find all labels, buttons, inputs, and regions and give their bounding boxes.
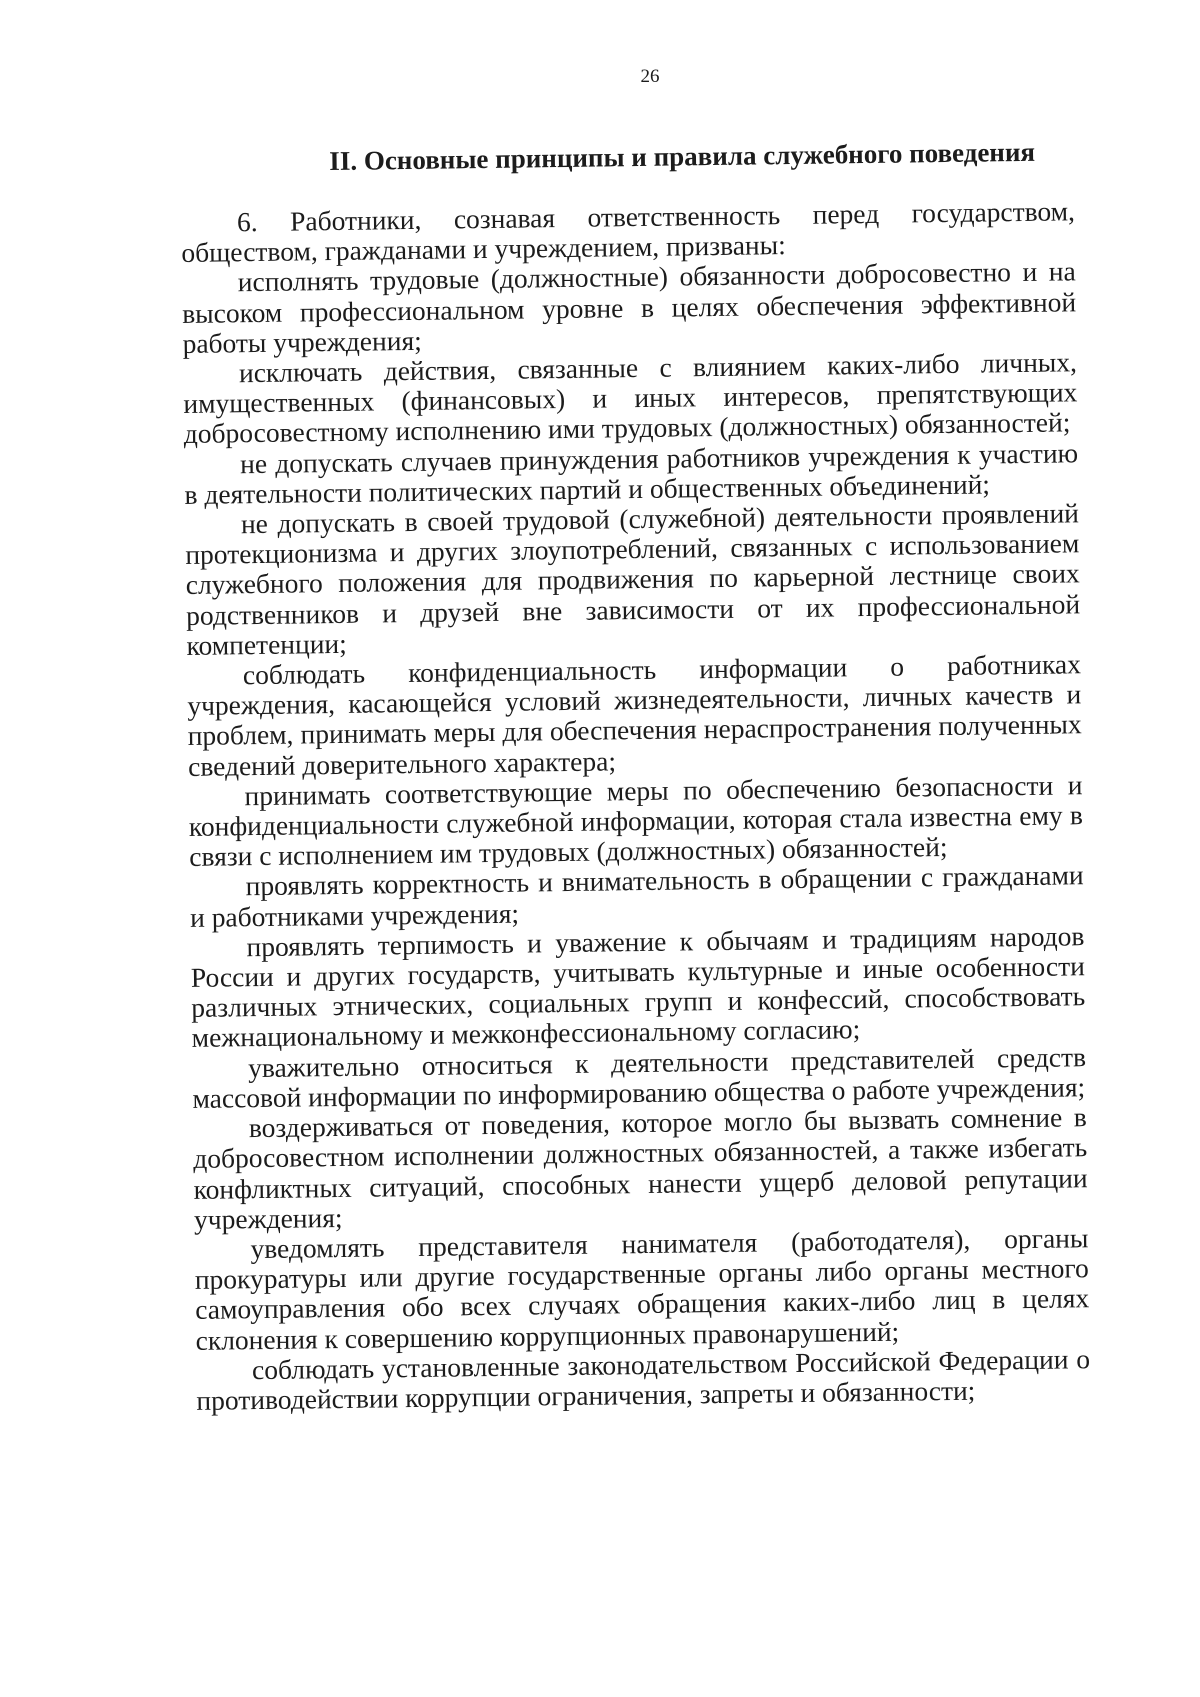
paragraph-intro: 6. Работники, сознавая ответственность перед государством, обществом, гражданами и учреждением, призваны: — [181, 195, 1076, 269]
paragraph-duty: исключать действия, связанные с влиянием каких-либо личных, имущественных (финансовых) и иных интересов, препятствующих добросовестному исполнению ими трудовых (должностных) обязанностей; — [183, 346, 1078, 450]
document-body — [180, 134, 1091, 1416]
paragraph-duty: соблюдать конфиденциальность информации о работниках учреждения, касающейся условий жизнедеятельности, личных качеств и проблем, принимать меры для обеспечения нераспространения полученных сведений доверительного характера; — [187, 648, 1082, 782]
paragraph-duty: проявлять терпимость и уважение к обычаям и традициям народов России и других государств, учитывать культурные и иные особенности различных этнических, социальных групп и конфессий, способствовать межнациональному и межконфессиональному согласию; — [190, 920, 1086, 1054]
paragraph-duty: уважительно относиться к деятельности представителей средств массовой информации по информированию общества о работе учреждения; — [192, 1040, 1087, 1114]
section-title: II. Основные принципы и правила служебного поведения — [329, 136, 1036, 177]
paragraph-duty: проявлять корректность и внимательность в обращении с гражданами и работниками учреждения; — [189, 859, 1084, 933]
paragraph-duty: не допускать случаев принуждения работников учреждения к участию в деятельности политических партий и общественных объединений; — [184, 436, 1079, 510]
paragraph-duty: исполнять трудовые (должностные) обязанности добросовестно и на высоком профессиональном уровне в целях обеспечения эффективной работы учреждения; — [181, 255, 1077, 359]
paragraph-duty: уведомлять представителя нанимателя (работодателя), органы прокуратуры или другие государственные органы либо органы местного самоуправления обо всех случаях обращения каких-либо лиц в целях склонения к совершению коррупционных правонарушений; — [194, 1222, 1090, 1356]
page-number: 26 — [640, 66, 660, 87]
paragraph-duty: соблюдать установленные законодательством Российской Федерации о противодействии коррупции ограничения, запреты и обязанности; — [196, 1342, 1091, 1416]
paragraph-duty: воздерживаться от поведения, которое могло бы вызвать сомнение в добросовестном исполнении должностных обязанностей, а также избегать конфликтных ситуаций, способных нанести ущерб деловой репутации учреждения; — [193, 1101, 1088, 1235]
paragraph-duty: не допускать в своей трудовой (служебной) деятельности проявлений протекционизма и других злоупотреблений, связанных с использованием служебного положения для продвижения по карьерной лестнице своих родственников и друзей вне зависимости от их профессиональной компетенции; — [185, 497, 1081, 661]
paragraph-duty: принимать соответствующие меры по обеспечению безопасности и конфиденциальности служебной информации, которая стала известна ему в связи с исполнением им трудовых (должностных) обязанностей; — [188, 769, 1084, 873]
